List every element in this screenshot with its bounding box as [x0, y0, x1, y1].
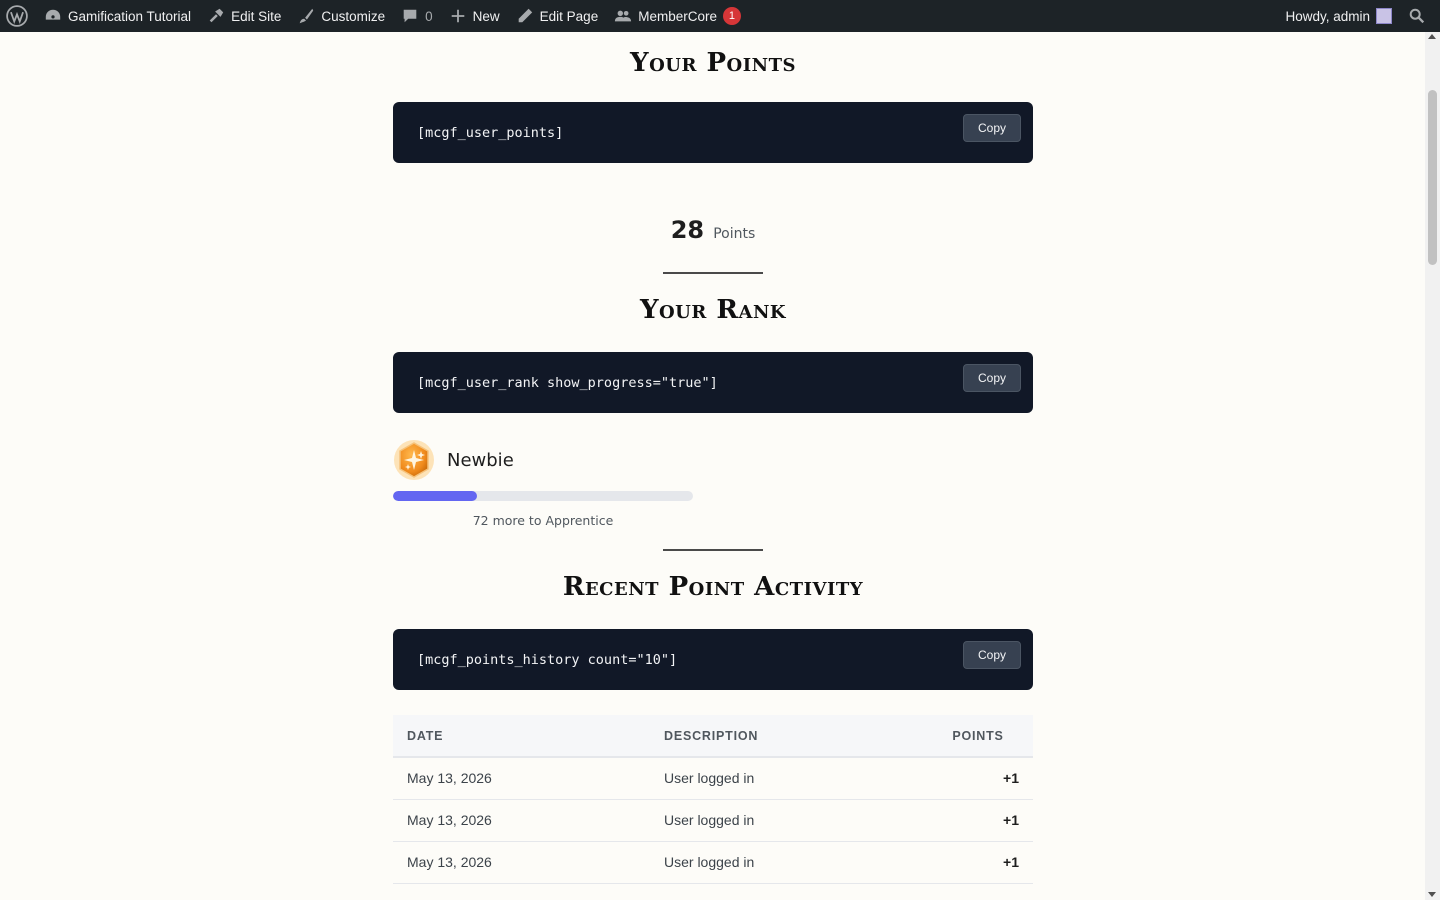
membercore-notification-badge: 1 — [723, 7, 741, 25]
table-header-row — [393, 715, 1033, 757]
new-label: New — [472, 8, 500, 24]
wordpress-logo-icon — [6, 5, 28, 27]
row-description: User logged in — [650, 799, 923, 841]
edit-page-label: Edit Page — [539, 8, 599, 24]
column-header-points: POINTS — [923, 715, 1033, 757]
hammer-icon — [207, 7, 225, 25]
table-row — [393, 757, 1033, 799]
row-points: +1 — [923, 757, 1033, 799]
site-name-menu[interactable] — [36, 0, 199, 32]
scroll-thumb[interactable] — [1428, 90, 1437, 265]
points-history-table — [393, 715, 1033, 884]
rank-progress-bar — [393, 491, 693, 501]
column-header-date: DATE — [393, 715, 650, 757]
your-rank-heading: Your Rank — [639, 295, 787, 325]
my-account-menu[interactable] — [1277, 0, 1400, 32]
row-date: May 13, 2026 — [393, 841, 650, 883]
comments-link[interactable] — [393, 0, 441, 32]
scroll-down-arrow-icon[interactable] — [1428, 892, 1436, 897]
admin-bar — [0, 0, 1440, 32]
points-shortcode-block — [393, 102, 1033, 163]
table-row — [393, 841, 1033, 883]
wordpress-logo-menu[interactable] — [0, 0, 36, 32]
history-shortcode-block — [393, 629, 1033, 690]
paintbrush-icon — [297, 7, 315, 25]
edit-page-link[interactable] — [508, 0, 607, 32]
user-points-display — [393, 213, 1033, 247]
search-icon — [1408, 7, 1426, 25]
customize-label: Customize — [321, 8, 386, 24]
membercore-label: MemberCore — [638, 8, 717, 24]
copy-points-shortcode-button[interactable]: Copy — [963, 114, 1021, 142]
rank-shortcode-text: [mcgf_user_rank show_progress="true"] — [417, 374, 718, 391]
table-row — [393, 799, 1033, 841]
membercore-menu[interactable] — [606, 0, 749, 32]
admin-search-button[interactable] — [1400, 0, 1440, 32]
rank-progress-fill — [393, 491, 477, 501]
row-date: May 13, 2026 — [393, 799, 650, 841]
edit-site-link[interactable] — [199, 0, 289, 32]
rank-name: Newbie — [447, 449, 514, 471]
recent-activity-heading: Recent Point Activity — [562, 572, 864, 602]
howdy-label: Howdy, admin — [1285, 8, 1370, 24]
rank-sparkle-badge-icon — [393, 439, 435, 481]
row-points: +1 — [923, 841, 1033, 883]
points-unit-label: Points — [713, 226, 756, 242]
row-date: May 13, 2026 — [393, 757, 650, 799]
page-content — [393, 32, 1033, 884]
user-avatar — [1376, 8, 1392, 24]
row-points: +1 — [923, 799, 1033, 841]
copy-rank-shortcode-button[interactable]: Copy — [963, 364, 1021, 392]
new-content-menu[interactable] — [441, 0, 508, 32]
history-shortcode-text: [mcgf_points_history count="10"] — [417, 651, 678, 668]
comment-bubble-icon — [401, 7, 419, 25]
column-header-description: DESCRIPTION — [650, 715, 923, 757]
points-value: 28 — [670, 216, 705, 244]
rank-progress-text: 72 more to Apprentice — [472, 513, 614, 528]
your-points-heading: Your Points — [630, 48, 796, 78]
page-scrollbar[interactable] — [1425, 32, 1440, 900]
comments-count: 0 — [425, 8, 433, 24]
users-group-icon — [614, 7, 632, 25]
row-description: User logged in — [650, 841, 923, 883]
points-shortcode-text: [mcgf_user_points] — [417, 124, 564, 141]
plus-icon — [449, 7, 467, 25]
copy-history-shortcode-button[interactable]: Copy — [963, 641, 1021, 669]
site-name-label: Gamification Tutorial — [68, 8, 192, 24]
section-divider — [663, 272, 763, 274]
user-rank-display — [393, 439, 1033, 481]
dashboard-gauge-icon — [44, 7, 62, 25]
rank-shortcode-block — [393, 352, 1033, 413]
scroll-up-arrow-icon[interactable] — [1428, 34, 1436, 39]
pencil-icon — [516, 7, 534, 25]
edit-site-label: Edit Site — [231, 8, 282, 24]
row-description: User logged in — [650, 757, 923, 799]
customize-link[interactable] — [289, 0, 393, 32]
section-divider — [663, 549, 763, 551]
